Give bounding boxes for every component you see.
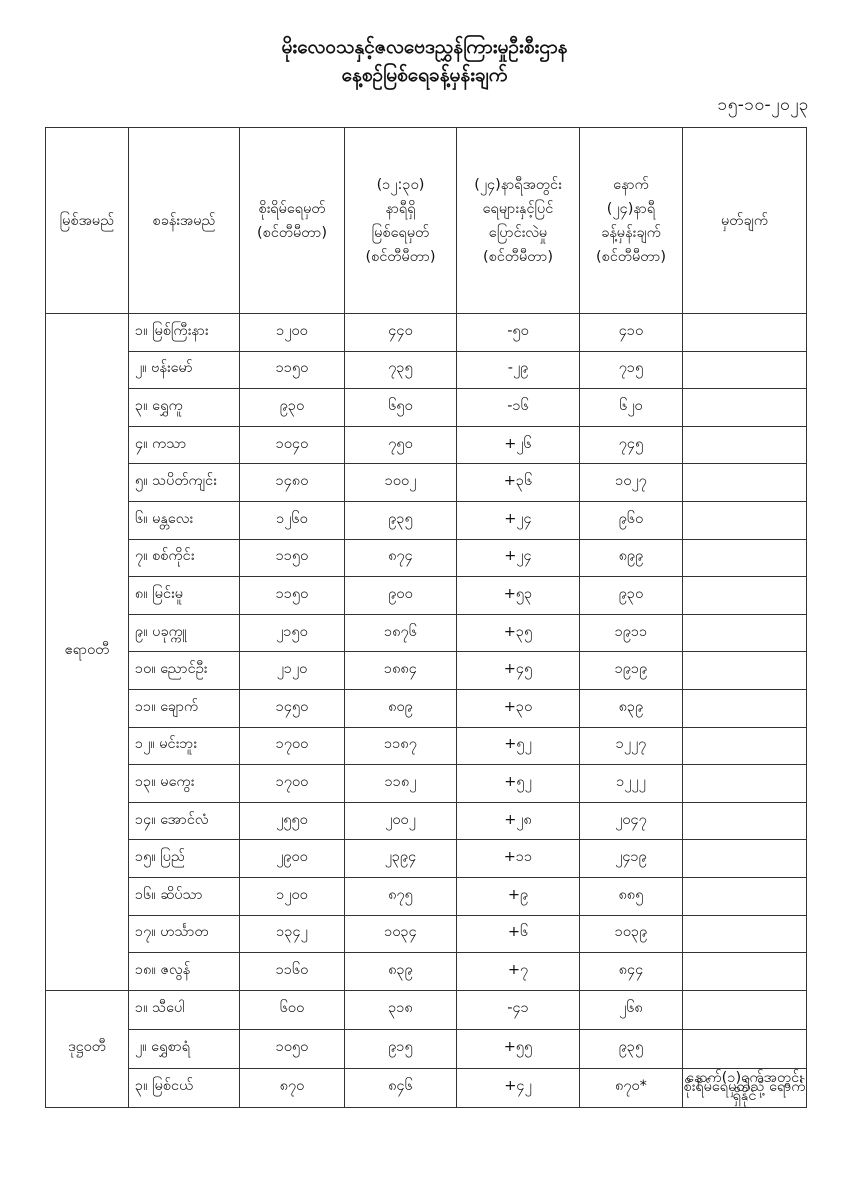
danger-level-cell: ၉၃၀ xyxy=(240,389,345,427)
department-title: မိုးလေဝသနှင့်ဇလဗေဒညွှန်ကြားမှုဦးစီးဌာန xyxy=(281,36,568,58)
forecast-cell: ၈၇၀* xyxy=(580,1068,683,1107)
header-line: ခန့်မှန်းချက် xyxy=(601,224,661,241)
table-row xyxy=(46,877,807,915)
forecast-cell: ၈၉၉ xyxy=(580,539,683,577)
change-cell: -၂၉ xyxy=(457,351,580,389)
danger-level-cell: ၂၉၀၀ xyxy=(240,840,345,878)
current-level-cell: ၇၅၀ xyxy=(345,426,457,464)
station-cell: ၄။ ကသာ xyxy=(129,426,240,464)
station-cell: ၁၇။ ဟင်္သာတ xyxy=(129,915,240,953)
danger-level-cell: ၂၅၅၀ xyxy=(240,802,345,840)
change-cell: +၄၂ xyxy=(457,1068,580,1107)
station-cell: ၁၅။ ပြည် xyxy=(129,840,240,878)
change-cell: +၅၂ xyxy=(457,727,580,765)
danger-level-cell: ၁၁၅၀ xyxy=(240,577,345,615)
header-remarks: မှတ်ချက် xyxy=(683,128,807,314)
current-level-cell: ၁၈၇၆ xyxy=(345,614,457,652)
current-level-cell: ၂၀၀၂ xyxy=(345,802,457,840)
current-level-cell: ၁၀၀၂ xyxy=(345,464,457,502)
header-change-24h xyxy=(457,128,580,314)
remark-cell xyxy=(683,314,807,352)
remark-cell xyxy=(683,765,807,803)
remark-cell xyxy=(683,840,807,878)
change-cell: +၁၁ xyxy=(457,840,580,878)
forecast-cell: ၁၂၂၂ xyxy=(580,765,683,803)
remark-cell xyxy=(683,1029,807,1068)
current-level-cell: ၃၁၈ xyxy=(345,990,457,1029)
table-row xyxy=(46,577,807,615)
river-name-cell: ဧရာဝတီ xyxy=(46,314,129,991)
forecast-cell: ၁၂၂၇ xyxy=(580,727,683,765)
river-name-cell: ဒုဋ္ဌဝတီ xyxy=(46,990,129,1107)
table-row xyxy=(46,727,807,765)
header-line: (စင်တီမီတာ) xyxy=(596,248,666,265)
current-level-cell: ၁၀၃၄ xyxy=(345,915,457,953)
station-cell: ၇။ စစ်ကိုင်း xyxy=(129,539,240,577)
forecast-cell: ၁၉၁၁ xyxy=(580,614,683,652)
change-cell: +၃၆ xyxy=(457,464,580,502)
table-row xyxy=(46,802,807,840)
forecast-cell: ၈၃၉ xyxy=(580,689,683,727)
danger-level-cell: ၁၁၆၀ xyxy=(240,953,345,991)
current-level-cell: ၉၃၅ xyxy=(345,501,457,539)
current-level-cell: ၈၄၆ xyxy=(345,1068,457,1107)
danger-level-cell: ၁၂၀၀ xyxy=(240,314,345,352)
current-level-cell: ၄၄၀ xyxy=(345,314,457,352)
danger-level-cell: ၆၀၀ xyxy=(240,990,345,1029)
remark-cell xyxy=(683,464,807,502)
forecast-cell: ၇၄၅ xyxy=(580,426,683,464)
danger-level-cell: ၁၁၅၀ xyxy=(240,539,345,577)
station-cell: ၅။ သပိတ်ကျင်း xyxy=(129,464,240,502)
report-title: နေ့စဉ်မြစ်ရေခန့်မှန်းချက် xyxy=(341,64,508,86)
header-line: ရေများနှင့်ပြင် xyxy=(482,200,554,217)
forecast-cell: ၉၃၅ xyxy=(580,1029,683,1068)
header-line: (စင်တီမီတာ) xyxy=(365,248,436,265)
forecast-cell: ၈၈၅ xyxy=(580,877,683,915)
header-line: စိုးရိမ်ရေမှတ် xyxy=(258,200,326,217)
change-cell: -၄၁ xyxy=(457,990,580,1029)
station-cell: ၃။ မြစ်ငယ် xyxy=(129,1068,240,1107)
change-cell: -၅၀ xyxy=(457,314,580,352)
remark-cell xyxy=(683,351,807,389)
change-cell: +၅၃ xyxy=(457,577,580,615)
current-level-cell: ၆၅၀ xyxy=(345,389,457,427)
change-cell: +၅၂ xyxy=(457,765,580,803)
current-level-cell: ၉၁၅ xyxy=(345,1029,457,1068)
river-forecast-table xyxy=(45,127,807,1108)
current-level-cell: ၇၃၅ xyxy=(345,351,457,389)
change-cell: +၂၈ xyxy=(457,802,580,840)
header-line: နောက် xyxy=(613,176,649,193)
remark-cell xyxy=(683,426,807,464)
table-row xyxy=(46,539,807,577)
current-level-cell: ၁၁၈၂ xyxy=(345,765,457,803)
change-cell: +၉ xyxy=(457,877,580,915)
station-cell: ၁၂။ မင်းဘူး xyxy=(129,727,240,765)
danger-level-cell: ၁၇၀၀ xyxy=(240,765,345,803)
remark-cell: နောက်(၁)ရက်အတွင်း စိုးရိမ်ရေမှတ်သို့ ရောက်ရှိနိုင် xyxy=(683,1068,807,1107)
change-cell: -၁၆ xyxy=(457,389,580,427)
remark-cell xyxy=(683,614,807,652)
header-line: နာရီရှိ xyxy=(385,200,416,217)
remark-cell xyxy=(683,577,807,615)
header-line: (စင်တီမီတာ) xyxy=(257,224,327,241)
table-row xyxy=(46,990,807,1029)
forecast-cell: ၁၀၃၉ xyxy=(580,915,683,953)
header-station: စခန်းအမည် xyxy=(129,128,240,314)
forecast-cell: ၁၉၁၉ xyxy=(580,652,683,690)
change-cell: +၅၅ xyxy=(457,1029,580,1068)
danger-level-cell: ၁၀၅၀ xyxy=(240,1029,345,1068)
forecast-cell: ၆၂၀ xyxy=(580,389,683,427)
table-row xyxy=(46,351,807,389)
change-cell: +၆ xyxy=(457,915,580,953)
remark-cell xyxy=(683,539,807,577)
forecast-cell: ၉၆၀ xyxy=(580,501,683,539)
station-cell: ၁၆။ ဆိပ်သာ xyxy=(129,877,240,915)
danger-level-cell: ၁၂၀၀ xyxy=(240,877,345,915)
station-cell: ၁၃။ မကွေး xyxy=(129,765,240,803)
forecast-cell: ၈၄၄ xyxy=(580,953,683,991)
current-level-cell: ၂၃၉၄ xyxy=(345,840,457,878)
table-row xyxy=(46,915,807,953)
remark-cell xyxy=(683,953,807,991)
header-line: (စင်တီမီတာ) xyxy=(483,248,553,265)
change-cell: +၂၄ xyxy=(457,501,580,539)
current-level-cell: ၁၈၈၄ xyxy=(345,652,457,690)
current-level-cell: ၈၇၄ xyxy=(345,539,457,577)
remark-cell xyxy=(683,389,807,427)
header-forecast-24h xyxy=(580,128,683,314)
change-cell: +၄၅ xyxy=(457,652,580,690)
station-cell: ၁။ မြစ်ကြီးနား xyxy=(129,314,240,352)
table-row xyxy=(46,1029,807,1068)
current-level-cell: ၈၇၅ xyxy=(345,877,457,915)
station-cell: ၂။ ဗန်းမော် xyxy=(129,351,240,389)
table-row xyxy=(46,765,807,803)
station-cell: ၈။ မြင်းမူ xyxy=(129,577,240,615)
danger-level-cell: ၂၁၂၀ xyxy=(240,652,345,690)
table-row xyxy=(46,953,807,991)
forecast-cell: ၉၃၀ xyxy=(580,577,683,615)
station-cell: ၆။ မန္တလေး xyxy=(129,501,240,539)
station-cell: ၁။ သီပေါ xyxy=(129,990,240,1029)
table-header-row xyxy=(46,128,807,314)
header-line: ပြောင်းလဲမှု xyxy=(488,224,548,241)
table-row xyxy=(46,389,807,427)
change-cell: +၂၄ xyxy=(457,539,580,577)
remark-cell xyxy=(683,802,807,840)
danger-level-cell: ၁၀၄၀ xyxy=(240,426,345,464)
change-cell: +၃၀ xyxy=(457,689,580,727)
change-cell: +၇ xyxy=(457,953,580,991)
report-date: ၁၅-၁၀-၂၀၂၃ xyxy=(717,95,809,115)
station-cell: ၉။ ပခုက္ကူ xyxy=(129,614,240,652)
remark-cell xyxy=(683,877,807,915)
forecast-cell: ၁၀၂၇ xyxy=(580,464,683,502)
header-danger-level xyxy=(240,128,345,314)
forecast-cell: ၄၁၀ xyxy=(580,314,683,352)
header-river: မြစ်အမည် xyxy=(46,128,129,314)
danger-level-cell: ၁၂၆၀ xyxy=(240,501,345,539)
danger-level-cell: ၂၁၅၀ xyxy=(240,614,345,652)
header-current-level xyxy=(345,128,457,314)
header-line: မြစ်ရေမှတ် xyxy=(371,224,430,241)
remark-cell xyxy=(683,501,807,539)
change-cell: +၃၅ xyxy=(457,614,580,652)
header-line: (၁၂:၃၀) xyxy=(376,176,425,193)
station-cell: ၁၈။ ဇလွန် xyxy=(129,953,240,991)
table-row xyxy=(46,426,807,464)
danger-level-cell: ၁၁၅၀ xyxy=(240,351,345,389)
forecast-cell: ၇၁၅ xyxy=(580,351,683,389)
current-level-cell: ၉၀၀ xyxy=(345,577,457,615)
remark-cell xyxy=(683,727,807,765)
table-row xyxy=(46,501,807,539)
station-cell: ၂။ ရွှေစာရံ xyxy=(129,1029,240,1068)
danger-level-cell: ၁၃၄၂ xyxy=(240,915,345,953)
forecast-cell: ၂၀၄၇ xyxy=(580,802,683,840)
change-cell: +၂၆ xyxy=(457,426,580,464)
remark-cell xyxy=(683,652,807,690)
danger-level-cell: ၈၇၀ xyxy=(240,1068,345,1107)
table-row xyxy=(46,652,807,690)
table-row xyxy=(46,689,807,727)
table-row xyxy=(46,840,807,878)
station-cell: ၁၁။ ချောက် xyxy=(129,689,240,727)
table-row xyxy=(46,614,807,652)
forecast-cell: ၂၄၁၉ xyxy=(580,840,683,878)
remark-cell xyxy=(683,990,807,1029)
table-row xyxy=(46,464,807,502)
station-cell: ၃။ ရွှေကူ xyxy=(129,389,240,427)
current-level-cell: ၈၀၉ xyxy=(345,689,457,727)
danger-level-cell: ၁၄၅၀ xyxy=(240,689,345,727)
table-row xyxy=(46,314,807,352)
header-line: (၂၄)နာရီ xyxy=(606,200,656,217)
table-row xyxy=(46,1068,807,1107)
danger-level-cell: ၁၇၀၀ xyxy=(240,727,345,765)
current-level-cell: ၁၁၈၇ xyxy=(345,727,457,765)
danger-level-cell: ၁၄၈၀ xyxy=(240,464,345,502)
forecast-cell: ၂၆၈ xyxy=(580,990,683,1029)
station-cell: ၁၄။ အောင်လံ xyxy=(129,802,240,840)
station-cell: ၁၀။ ညောင်ဦး xyxy=(129,652,240,690)
current-level-cell: ၈၃၉ xyxy=(345,953,457,991)
remark-cell xyxy=(683,689,807,727)
remark-cell xyxy=(683,915,807,953)
header-line: (၂၄)နာရီအတွင်း xyxy=(474,176,562,193)
